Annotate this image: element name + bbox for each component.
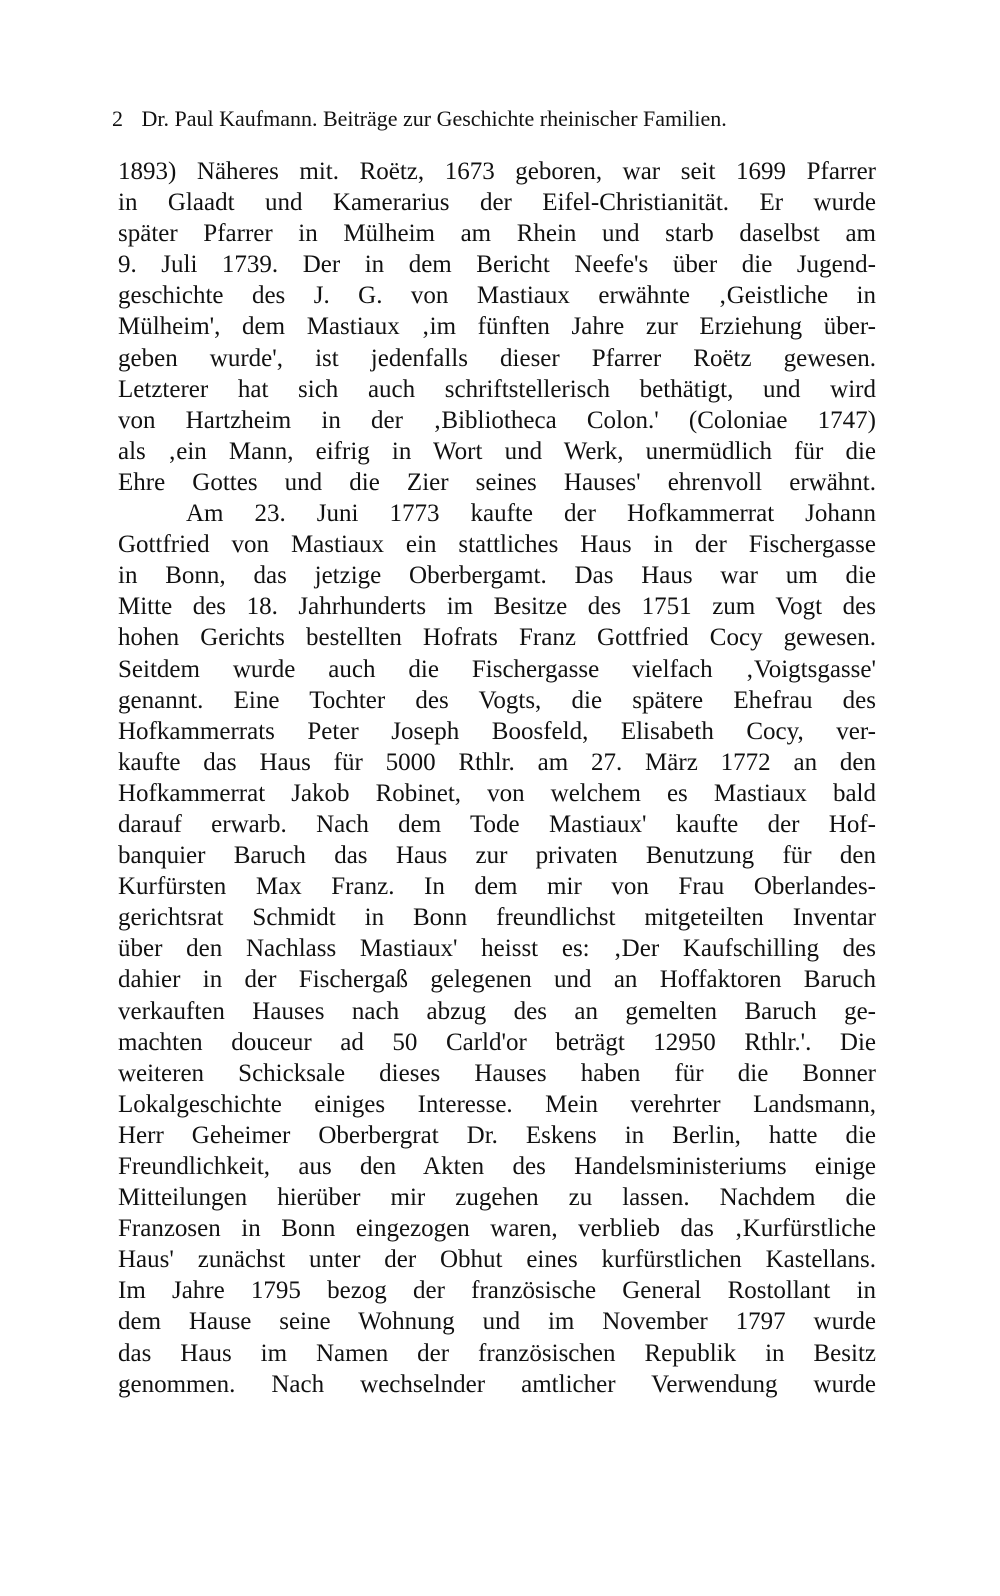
text-line: Hofkammerrats Peter Joseph Boosfeld, Elisabeth Cocy, ver- [118,717,876,745]
text-line: später Pfarrer in Mülheim am Rhein und starb daselbst am [118,220,876,248]
text-line: Mitte des 18. Jahrhunderts im Besitze des 1751 zum Vogt des [118,593,876,621]
text-line: 1893) Näheres mit. Roëtz, 1673 geboren, war seit 1699 Pfarrer [118,158,876,185]
text-line: über den Nachlass Mastiaux' heisst es: ‚Der Kaufschilling des [118,935,876,963]
text-line: als ‚ein Mann, eifrig in Wort und Werk, unermüdlich für die [118,437,876,465]
text-line: Ehre Gottes und die Zier seines Hauses' ehrenvoll erwähnt. [118,468,876,496]
text-line: geben wurde', ist jedenfalls dieser Pfarrer Roëtz gewesen. [118,344,876,372]
text-line: gerichtsrat Schmidt in Bonn freundlichst mitgeteilten Inventar [118,904,876,932]
text-line: in Bonn, das jetzige Oberbergamt. Das Haus war um die [118,562,876,590]
text-line: Haus' zunächst unter der Obhut eines kurfürstlichen Kastellans. [118,1246,876,1274]
text-line-last: genommen. Nach wechselnder amtlicher Verwendung wurde [118,1370,876,1398]
text-line: Herr Geheimer Oberbergrat Dr. Eskens in Berlin, hatte die [118,1121,876,1149]
running-title: Dr. Paul Kaufmann. Beiträge zur Geschichte rheinischer Familien. [141,106,727,131]
text-line: Letzterer hat sich auch schriftstellerisch bethätigt, und wird [118,375,876,403]
text-line: Freundlichkeit, aus den Akten des Handelsministeriums einige [118,1153,876,1180]
text-line: hohen Gerichts bestellten Hofrats Franz Gottfried Cocy gewesen. [118,624,876,652]
text-line: darauf erwarb. Nach dem Tode Mastiaux' kaufte der Hof- [118,810,876,838]
text-line: geschichte des J. G. von Mastiaux erwähnte ‚Geistliche in [118,282,876,310]
text-line: genannt. Eine Tochter des Vogts, die spätere Ehefrau des [118,686,876,714]
text-line: Hofkammerrat Jakob Robinet, von welchem es Mastiaux bald [118,779,876,807]
text-line: Kurfürsten Max Franz. In dem mir von Frau Oberlandes- [118,873,876,901]
text-line: von Hartzheim in der ‚Bibliotheca Colon.' (Coloniae 1747) [118,406,876,434]
text-line-paragraph-start: Am 23. Juni 1773 kaufte der Hofkammerrat Johann [186,500,876,528]
text-line: Mitteilungen hierüber mir zugehen zu lassen. Nachdem die [118,1184,876,1212]
text-line: machten douceur ad 50 Carld'or beträgt 12950 Rthlr.'. Die [118,1028,876,1056]
text-line: Mülheim', dem Mastiaux ‚im fünften Jahre zur Erziehung über- [118,313,876,341]
text-line: verkauften Hauses nach abzug des an gemelten Baruch ge- [118,997,876,1025]
text-line: in Glaadt und Kamerarius der Eifel-Christianität. Er wurde [118,189,876,217]
text-line: Seitdem wurde auch die Fischergasse vielfach ‚Voigtsgasse' [118,655,876,683]
text-line: weiteren Schicksale dieses Hauses haben für die Bonner [118,1059,876,1087]
text-line: dem Hause seine Wohnung und im November 1797 wurde [118,1308,876,1336]
text-line: dahier in der Fischergaß gelegenen und an Hoffaktoren Baruch [118,966,876,994]
text-line: 9. Juli 1739. Der in dem Bericht Neefe's über die Jugend- [118,251,876,279]
text-line: banquier Baruch das Haus zur privaten Benutzung für den [118,842,876,870]
body-text [118,156,876,1426]
text-line: Im Jahre 1795 bezog der französische General Rostollant in [118,1277,876,1305]
text-line: Franzosen in Bonn eingezogen waren, verblieb das ‚Kurfürstliche [118,1215,876,1243]
text-line: das Haus im Namen der französischen Republik in Besitz [118,1339,876,1367]
page-number: 2 [112,106,123,131]
running-header [112,104,872,134]
text-line: Gottfried von Mastiaux ein stattliches Haus in der Fischergasse [118,531,876,559]
text-line: kaufte das Haus für 5000 Rthlr. am 27. März 1772 an den [118,748,876,776]
text-line: Lokalgeschichte einiges Interesse. Mein verehrter Landsmann, [118,1090,876,1118]
